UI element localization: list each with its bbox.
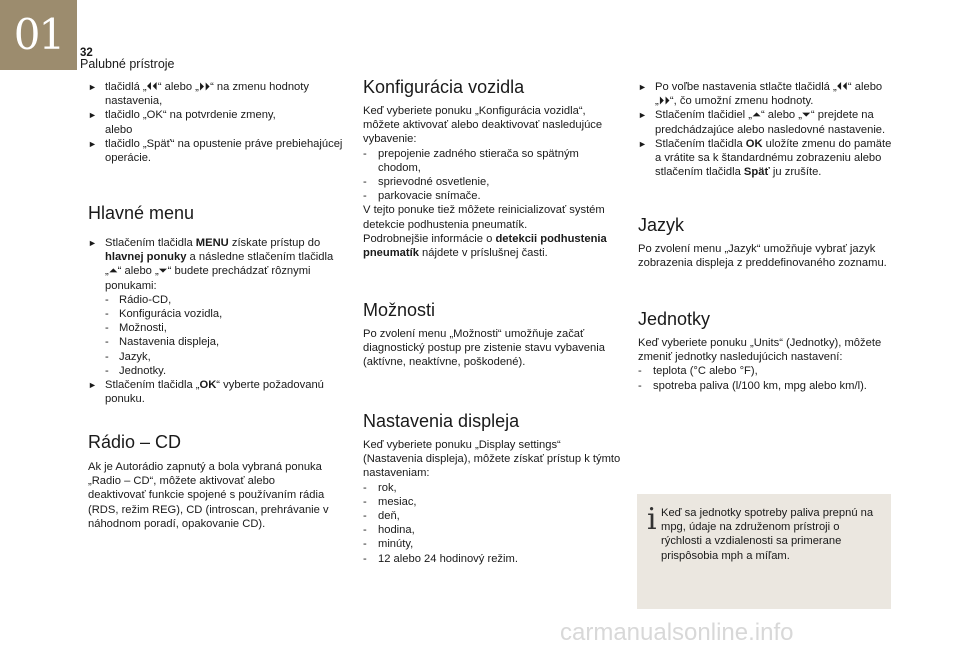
watermark: carmanualsonline.info [560,619,794,646]
info-text: Keď sa jednotky spotreby paliva prepnú na mpg, údaje na združenom prístroji o rýchlosti a vzdialenosti sa primerane prispôsobia mph a míľam. [661,507,874,562]
list-item: teplota (°C alebo °F), [653,365,758,378]
list-item: Jednotky. [119,364,167,377]
list-item: 12 alebo 24 hodinový režim. [378,552,518,565]
col3-bullets: ► Po voľbe nastavenia stlačte tlačidlá „⏴⏴“ alebo „⏵⏵“, čo umožní zmenu hodnoty. ► Stlačením tlačidiel „⏶“ alebo „⏷“ prejdete na predchádzajúce alebo nasledovné nastavenie. ► Stlačením tlačidla OK uložíte zmenu do pamäte a vrátite sa k štandardnému zobrazeniu alebo stlačením tlačidla Späť ju zrušíte. [638,81,892,179]
heading-hlavne-menu: Hlavné menu [88,203,195,223]
list-item: hodina, [378,524,415,537]
jednotky-section: Keď vyberiete ponuku „Units“ (Jednotky), môžete zmeniť jednotky nasledujúcich nastavení: - teplota (°C alebo °F), - spotreba paliva (l/100 km, mpg alebo km/l). [638,336,893,393]
info-icon: i [647,502,657,537]
list-item: Možnosti, [119,322,167,335]
list-item: Rádio-CD, [119,293,172,306]
list-item: rok, [378,481,397,494]
list-item: prepojenie zadného stierača so spätným chodom, [378,147,579,174]
moznosti-text: Po zvolení menu „Možnosti“ umožňuje začať diagnostický postup pre zistenie stavu vybavenia (aktívne, neaktívne, poškodené). [363,328,605,369]
list-item: spotreba paliva (l/100 km, mpg alebo km/l). [653,379,867,392]
heading-konfiguracia-vozidla: Konfigurácia vozidla [363,77,525,97]
arrow-bullet-icon: ► [88,110,97,121]
arrow-bullet-icon: ► [88,238,97,248]
jazyk-text: Po zvolení menu „Jazyk“ umožňuje vybrať jazyk zobrazenia displeja z preddefinovaného zoznamu. [638,243,887,270]
heading-jednotky: Jednotky [638,309,711,329]
arrow-bullet-icon: ► [638,82,647,92]
info-box [637,494,891,609]
arrow-bullet-icon: ► [638,110,647,121]
list-item: minúty, [378,538,414,551]
heading-nastavenia-displeja: Nastavenia displeja [363,411,520,431]
radio-cd-text: Ak je Autorádio zapnutý a bola vybraná ponuka „Radio – CD“, môžete aktivovať alebo deaktivovať funkcie spojené s používaním rádia (RDS, režim REG), CD (introscan, prehrávanie v náhodnom poradí, opakovanie CD). [88,461,329,530]
list-item: parkovacie snímače. [378,190,481,203]
arrow-bullet-icon: ► [88,380,97,391]
section-title: Palubné prístroje [80,57,175,71]
nastavenia-section: Keď vyberiete ponuku „Display settings“ (Nastavenia displeja), môžete získať prístup k týmto nastaveniam: - rok, - mesiac, - deň, - hodina, - minúty, - 12 alebo 24 hodinový režim. [363,439,621,565]
konfiguracia-section: Keď vyberiete ponuku „Konfigurácia vozidla“, môžete aktivovať alebo deaktivovať nasledujúce vybavenie: - prepojenie zadného stierača so spätným chodom, - sprievodné osvetlenie, - parkovacie snímače. V tejto ponuke tiež môžete reinicializovať systém detekcie podhustenia pneumatík. Podrobnejšie informácie o detekcii podhustenia pneumatík nájdete v príslušnej časti. [363,104,618,260]
arrow-bullet-icon: ► [88,82,97,92]
heading-radio-cd: Rádio – CD [88,432,182,452]
list-item: Konfigurácia vozidla, [119,308,223,321]
list-item: Jazyk, [119,350,151,363]
arrow-bullet-icon: ► [638,138,647,149]
chapter-badge: 01 [0,0,77,70]
list-item: deň, [378,510,400,523]
page-number: 32 [80,47,93,59]
intro-bullets: ► tlačidlá „⏴⏴“ alebo „⏵⏵“ na zmenu hodnoty nastavenia, ► tlačidlo „OK“ na potvrdenie zmeny, alebo ► tlačidlo „Späť“ na opustenie práve prebiehajúcej operácie. [88,81,343,165]
heading-jazyk: Jazyk [638,215,685,235]
list-item: sprievodné osvetlenie, [378,176,490,189]
arrow-bullet-icon: ► [88,138,97,149]
list-item: Nastavenia displeja, [119,336,220,349]
heading-moznosti: Možnosti [363,300,436,320]
hlavne-menu-section: ► Stlačením tlačidla MENU získate prístup do hlavnej ponuky a následne stlačením tlačidla „⏶“ alebo „⏷“ budete prechádzať rôznymi ponukami: - Rádio-CD, - Konfigurácia vozidla, - Možnosti, - Nastavenia displeja, - Jazyk, - Jednotky. ► Stlačením tlačidla „OK“ vyberte požadovanú ponuku. [88,236,343,406]
list-item: mesiac, [378,495,417,508]
